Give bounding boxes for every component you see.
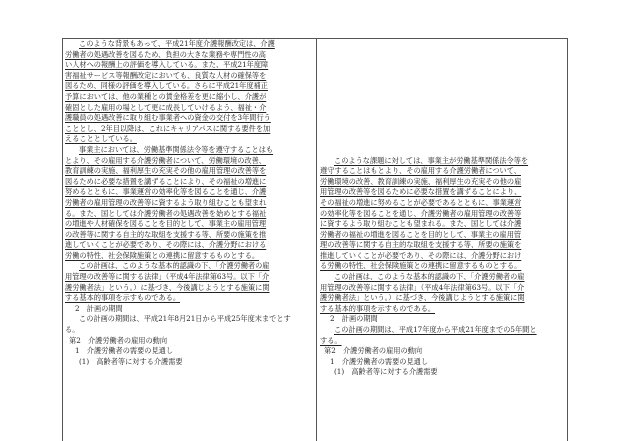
text-line: 遵守することはもとより、その雇用する介護労働者について、 (320, 166, 521, 176)
text-line: 図るため、同様の評価を導入している。さらに平成21年度補正 (65, 81, 268, 91)
text-line: 護労働者法」という。）に基づき、今後講じようとする施策に関 (320, 293, 525, 303)
column-divider (316, 39, 317, 441)
section-heading: 2 計画の期間 (75, 303, 123, 313)
text-line: 推進していくことが必要であり、その際には、介護分野におけ (320, 250, 522, 260)
text-line: 図るために必要な措置を講ずることにより、その福祉の増進に (65, 176, 267, 186)
text-line: る労働の特性、社会保険施策との連携に留意するものとする。 (320, 261, 522, 271)
text-line: 労働者の福祉の増進を図ることを目的として、事業主の雇用管 (320, 229, 522, 239)
text-line: する。 (320, 335, 342, 345)
part-heading: 第2 介護労働者の雇用の動向 (324, 346, 423, 356)
text-line: に資するよう取り組むことも望まれる。また、国としては介護 (320, 219, 522, 229)
text-line: 労働者の処遇改善を図るため、負担の大きな業務や専門性の高 (65, 49, 266, 59)
text-line: の改善等に関する自主的な取組を支援する等、所要の施策を推 (65, 229, 267, 239)
text-line: 害福祉サービス等報酬改定においても、良質な人材の確保等を (65, 70, 267, 80)
current-text-column (320, 39, 566, 378)
text-line: の効率化等を図ることを通じ、介護労働者の雇用管理の改善等 (320, 208, 522, 218)
text-line: 護職員の処遇改善に取り組む事業者への資金の交付を3年間行う (65, 113, 271, 123)
text-line: 用管理の改善等を図るために必要な措置を講ずることにより、 (320, 187, 522, 197)
text-line: 努めるとともに、事業運営の効率化等を図ることを通じ、介護 (65, 187, 267, 197)
text-line: 護労働者法」という。）に基づき、今後講じようとする施策に関 (65, 282, 270, 292)
text-line: い人材への報酬上の評価を導入している。また、平成21年度障 (65, 60, 269, 70)
text-line: その福祉の増進に努めることが必要であるとともに、事業運営 (320, 197, 522, 207)
text-line: このような背景もあって、平成21年度介護報酬改定は、介護 (79, 39, 275, 48)
section-heading: 2 計画の期間 (330, 314, 378, 324)
text-line: 確固とした雇用の場として更に成長していけるよう、福祉・介 (65, 102, 267, 112)
text-line: る。 (65, 325, 80, 335)
revised-text-column (65, 39, 311, 367)
text-line: 労働環境の改善、教育訓練の実施、福利厚生の充実その他の雇 (320, 176, 522, 186)
text-line: 教育訓練の実施、福利厚生の充実その他の雇用管理の改善等を (65, 166, 267, 176)
comparison-table (62, 38, 568, 441)
text-line: る。また、国としては介護労働者の処遇改善を始めとする福祉 (65, 208, 267, 218)
text-line: 用管理の改善等に関する法律」（平成4年法律第63号。以下「介 (65, 272, 270, 282)
text-line: する基本的事項を示すものである。 (320, 303, 436, 313)
text-line: こととし、2年目以降は、これにキャリアパスに関する要件を加 (65, 123, 271, 133)
text-line: この計画の期間は、平成17年度から平成21年度までの5年間と (334, 325, 537, 335)
text-line: する基本的事項を示すものである。 (65, 293, 181, 303)
text-line: 用管理の改善等に関する法律」（平成4年法律第63号。以下「介 (320, 282, 525, 292)
subsection-heading: (1) 高齢者等に対する介護需要 (79, 356, 183, 366)
text-line: この計画は、このような基本的認識の下、「介護労働者の雇 (79, 261, 270, 271)
text-line: 理の改善等に関する自主的な取組を支援する等、所要の施策を (320, 240, 522, 250)
text-line: とより、その雇用する介護労働者について、労働環境の改善、 (65, 155, 266, 165)
text-line: えることとしている。 (65, 134, 137, 144)
part-heading: 第2 介護労働者の雇用の動向 (69, 335, 168, 345)
text-line: 予算においては、他の業種との賃金格差を更に縮小し、介護が (65, 91, 267, 101)
text-line: 労働の特性、社会保険施策との連携に留意するものとする。 (65, 250, 260, 260)
text-line: この計画の期間は、平成21年8月21日から平成25年度末までとす (79, 314, 291, 324)
text-line: の増進や人材確保を図ることを目的として、事業主の雇用管理 (65, 219, 267, 229)
text-line: 労働者の雇用管理の改善等に資するよう取り組むことも望まれ (65, 197, 267, 207)
text-line: 事業主においては、労働基準関係法令等を遵守することはも (79, 144, 274, 154)
text-line: このような課題に対しては、事業主が労働基準関係法令等を (334, 155, 529, 165)
text-line: 進していくことが必要であり、その際には、介護分野における (65, 240, 267, 250)
section-heading: 1 介護労働者の需要の見通し (330, 356, 429, 366)
section-heading: 1 介護労働者の需要の見通し (75, 346, 174, 356)
text-line: この計画は、このような基本的認識の下、「介護労働者の雇 (334, 272, 525, 282)
subsection-heading: (1) 高齢者等に対する介護需要 (334, 367, 438, 377)
